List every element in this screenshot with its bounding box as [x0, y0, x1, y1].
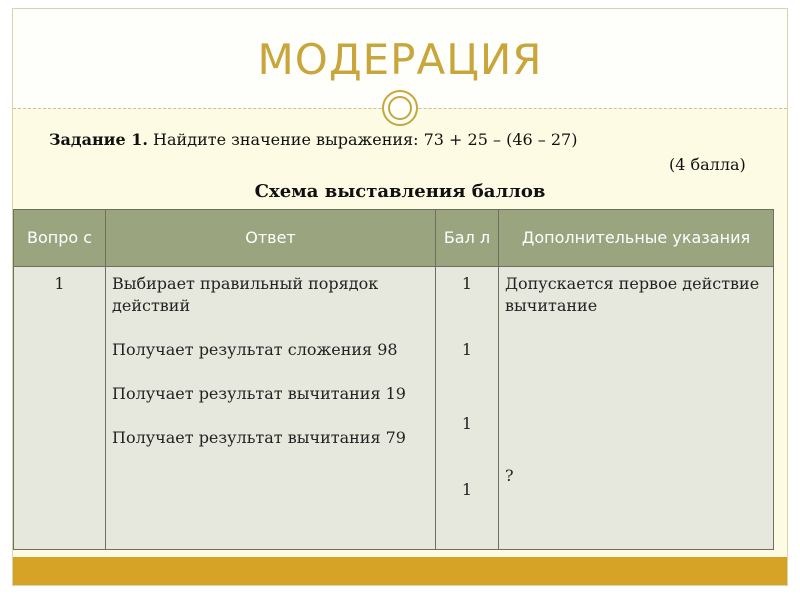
question-number: 1 — [14, 267, 106, 550]
header-answer: Ответ — [106, 210, 436, 267]
score-cell — [436, 267, 499, 550]
answer-item: Получает результат вычитания 19 — [112, 384, 406, 403]
task-statement — [49, 130, 577, 149]
notes-cell — [499, 267, 774, 550]
header-score: Бал л — [436, 210, 499, 267]
note-item: ? — [505, 466, 514, 485]
score-value: 1 — [461, 274, 473, 293]
answer-item: Получает результат сложения 98 — [112, 340, 398, 359]
header-question: Вопро с — [14, 210, 106, 267]
note-item: Допускается первое действие вычитание — [505, 274, 760, 315]
scheme-title: Схема выставления баллов — [254, 181, 546, 202]
answer-item: Получает результат вычитания 79 — [112, 428, 406, 447]
header-notes: Дополнительные указания — [499, 210, 774, 267]
footer-bar — [13, 557, 787, 585]
circle-ornament-icon — [382, 90, 418, 126]
slide-title: МОДЕРАЦИЯ — [257, 35, 543, 84]
table-header-row — [14, 210, 774, 267]
score-value: 1 — [461, 414, 473, 433]
task-points: (4 балла) — [669, 155, 746, 174]
slide — [12, 8, 788, 586]
score-value: 1 — [461, 340, 473, 359]
answer-cell — [106, 267, 436, 550]
scoring-table — [13, 209, 774, 550]
answer-item: Выбирает правильный порядок действий — [112, 274, 379, 315]
task-text: Найдите значение выражения: 73 + 25 – (46 – 27) — [147, 130, 578, 149]
score-value: 1 — [461, 480, 473, 499]
task-label: Задание 1. — [49, 130, 148, 149]
table-row — [14, 267, 774, 550]
